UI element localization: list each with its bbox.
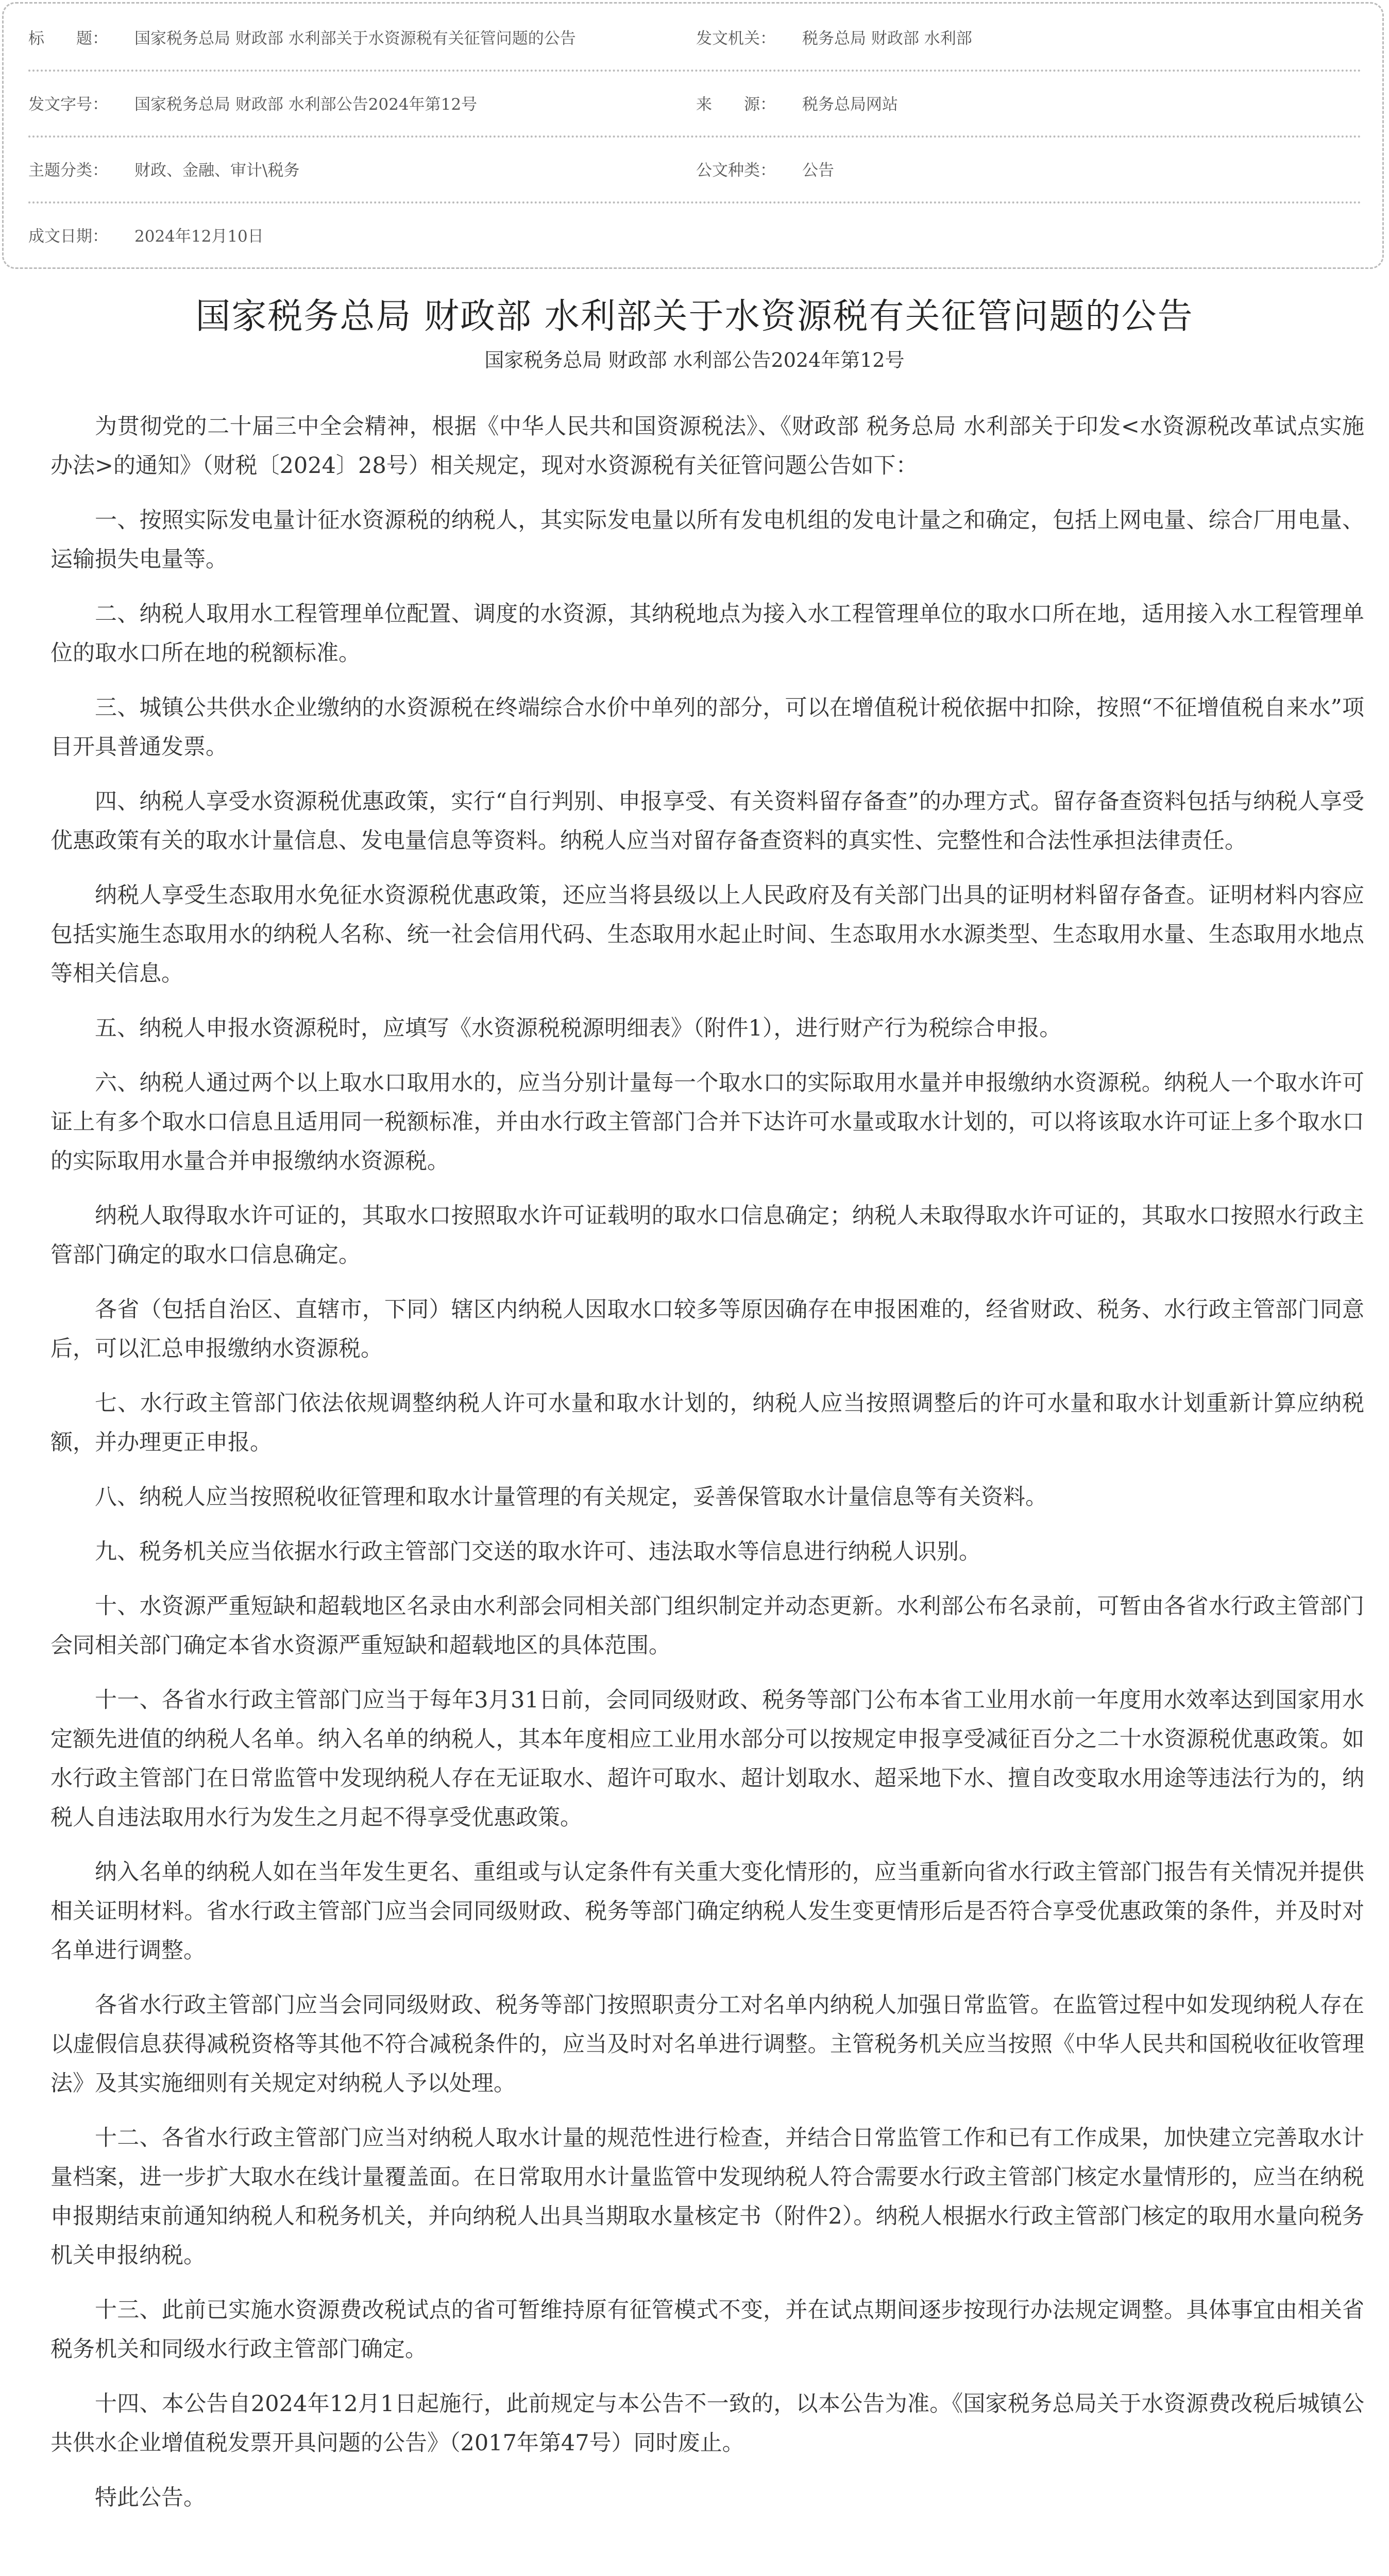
- body-paragraph: 纳税人取得取水许可证的，其取水口按照取水许可证载明的取水口信息确定；纳税人未取得取水许可证的，其取水口按照水行政主管部门确定的取水口信息确定。: [50, 1203, 1364, 1268]
- meta-value-doc-type: 公告: [802, 161, 834, 180]
- meta-row-date: [28, 201, 1362, 267]
- meta-value-issuer: 税务总局 财政部 水利部: [802, 29, 972, 48]
- meta-label: 发文机关：: [696, 29, 776, 48]
- body-paragraph: 六、纳税人通过两个以上取水口取用水的，应当分别计量每一个取水口的实际取用水量并申报缴纳水资源税。纳税人一个取水许可证上有多个取水口信息且适用同一税额标准，并由水行政主管部门合并下达许可水量或取水计划的，可以将该取水许可证上多个取水口的实际取用水量合并申报缴纳水资源税。: [50, 1070, 1364, 1174]
- body-paragraph: 五、纳税人申报水资源税时，应填写《水资源税税源明细表》（附件1），进行财产行为税综合申报。: [95, 1015, 1062, 1041]
- body-paragraph: 十三、此前已实施水资源费改税试点的省可暂维持原有征管模式不变，并在试点期间逐步按现行办法规定调整。具体事宜由相关省税务机关和同级水行政主管部门确定。: [50, 2297, 1364, 2362]
- meta-label: 成文日期：: [28, 227, 108, 246]
- meta-label: 公文种类：: [696, 161, 776, 180]
- body-paragraph: 十四、本公告自2024年12月1日起施行，此前规定与本公告不一致的，以本公告为准。《国家税务总局关于水资源费改税后城镇公共供水企业增值税发票开具问题的公告》（2017年第47号）同时废止。: [50, 2391, 1364, 2456]
- body-paragraph: 纳税人享受生态取用水免征水资源税优惠政策，还应当将县级以上人民政府及有关部门出具的证明材料留存备查。证明材料内容应包括实施生态取用水的纳税人名称、统一社会信用代码、生态取用水起止时间、生态取用水水源类型、生态取用水量、生态取用水地点等相关信息。: [50, 883, 1364, 987]
- meta-row-doc-number: [28, 70, 1362, 138]
- body-paragraph: 各省（包括自治区、直辖市，下同）辖区内纳税人因取水口较多等原因确存在申报困难的，经省财政、税务、水行政主管部门同意后，可以汇总申报缴纳水资源税。: [50, 1297, 1364, 1362]
- document-number: 国家税务总局 财政部 水利部公告2024年第12号: [484, 349, 905, 371]
- meta-row-title: [28, 4, 1362, 72]
- meta-row-category: [28, 135, 1362, 204]
- document-meta-box: [2, 2, 1384, 269]
- document-body: [50, 0, 1364, 2553]
- body-paragraph: 七、水行政主管部门依法依规调整纳税人许可水量和取水计划的，纳税人应当按照调整后的许可水量和取水计划重新计算应纳税额，并办理更正申报。: [50, 1391, 1364, 1455]
- body-paragraph: 八、纳税人应当按照税收征管理和取水计量管理的有关规定，妥善保管取水计量信息等有关资料。: [95, 1484, 1047, 1510]
- meta-value-title: 国家税务总局 财政部 水利部关于水资源税有关征管问题的公告: [134, 29, 576, 48]
- body-paragraph: 特此公告。: [95, 2485, 206, 2511]
- body-paragraph: 十一、各省水行政主管部门应当于每年3月31日前，会同同级财政、税务等部门公布本省工业用水前一年度用水效率达到国家用水定额先进值的纳税人名单。纳入名单的纳税人，其本年度相应工业用水部分可以按规定申报享受减征百分之二十水资源税优惠政策。如水行政主管部门在日常监管中发现纳税人存在无证取水、超许可取水、超计划取水、超采地下水、擅自改变取水用途等违法行为的，纳税人自违法取用水行为发生之月起不得享受优惠政策。: [50, 1687, 1364, 1831]
- body-paragraph: 各省水行政主管部门应当会同同级财政、税务等部门按照职责分工对名单内纳税人加强日常监管。在监管过程中如发现纳税人存在以虚假信息获得减税资格等其他不符合减税条件的，应当及时对名单进行调整。主管税务机关应当按照《中华人民共和国税收征收管理法》及其实施细则有关规定对纳税人予以处理。: [50, 1992, 1364, 2096]
- meta-value-doc-number: 国家税务总局 财政部 水利部公告2024年第12号: [134, 95, 478, 114]
- meta-label: 发文字号：: [28, 95, 108, 114]
- meta-label: 主题分类：: [28, 161, 108, 180]
- body-paragraph: 十二、各省水行政主管部门应当对纳税人取水计量的规范性进行检查，并结合日常监管工作和已有工作成果，加快建立完善取水计量档案，进一步扩大取水在线计量覆盖面。在日常取用水计量监管中发现纳税人符合需要水行政主管部门核定水量情形的，应当在纳税申报期结束前通知纳税人和税务机关，并向纳税人出具当期取水量核定书（附件2）。纳税人根据水行政主管部门核定的取用水量向税务机关申报纳税。: [50, 2125, 1364, 2268]
- body-paragraph: 一、按照实际发电量计征水资源税的纳税人，其实际发电量以所有发电机组的发电计量之和确定，包括上网电量、综合厂用电量、运输损失电量等。: [50, 507, 1364, 572]
- body-paragraph: 十、水资源严重短缺和超载地区名录由水利部会同相关部门组织制定并动态更新。水利部公布名录前，可暂由各省水行政主管部门会同相关部门确定本省水资源严重短缺和超载地区的具体范围。: [50, 1594, 1364, 1658]
- body-paragraph: 九、税务机关应当依据水行政主管部门交送的取水许可、违法取水等信息进行纳税人识别。: [95, 1539, 981, 1565]
- document-title: 国家税务总局 财政部 水利部关于水资源税有关征管问题的公告: [195, 296, 1194, 337]
- meta-value-category: 财政、金融、审计\税务: [134, 161, 300, 180]
- body-paragraph: 为贯彻党的二十届三中全会精神，根据《中华人民共和国资源税法》、《财政部 税务总局 水利部关于印发<水资源税改革试点实施办法>的通知》（财税〔2024〕28号）相关规定，现对水资源税有关征管问题公告如下：: [50, 414, 1364, 479]
- meta-label: 来 源：: [696, 95, 776, 114]
- body-paragraph: 四、纳税人享受水资源税优惠政策，实行“自行判别、申报享受、有关资料留存备查”的办理方式。留存备查资料包括与纳税人享受优惠政策有关的取水计量信息、发电量信息等资料。纳税人应当对留存备查资料的真实性、完整性和合法性承担法律责任。: [50, 789, 1364, 854]
- body-paragraph: 二、纳税人取用水工程管理单位配置、调度的水资源，其纳税地点为接入水工程管理单位的取水口所在地，适用接入水工程管理单位的取水口所在地的税额标准。: [50, 601, 1364, 666]
- meta-value-date: 2024年12月10日: [134, 227, 264, 246]
- body-paragraph: 纳入名单的纳税人如在当年发生更名、重组或与认定条件有关重大变化情形的，应当重新向省水行政主管部门报告有关情况并提供相关证明材料。省水行政主管部门应当会同同级财政、税务等部门确定纳税人发生变更情形后是否符合享受优惠政策的条件，并及时对名单进行调整。: [50, 1859, 1364, 1963]
- meta-value-source: 税务总局网站: [802, 95, 898, 114]
- meta-label: 标 题：: [28, 29, 108, 48]
- body-paragraph: 三、城镇公共供水企业缴纳的水资源税在终端综合水价中单列的部分，可以在增值税计税依据中扣除，按照“不征增值税自来水”项目开具普通发票。: [50, 695, 1364, 760]
